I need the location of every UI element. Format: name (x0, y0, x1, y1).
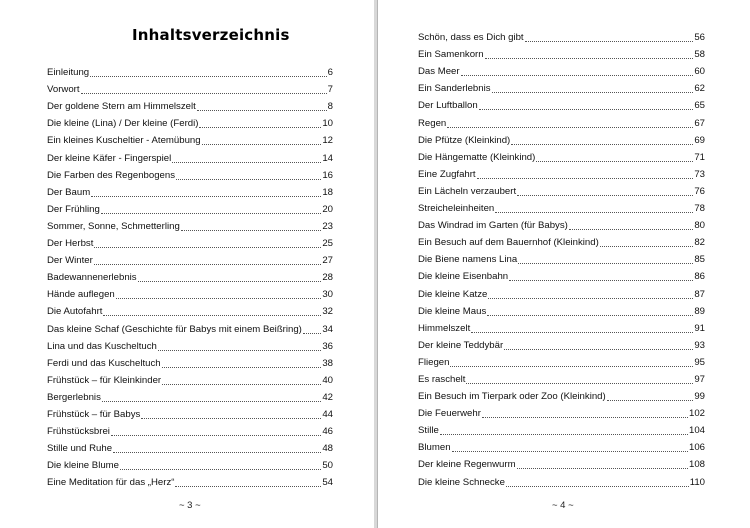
toc-entry (418, 44, 705, 61)
toc-dot-leader (488, 297, 693, 299)
toc-entry (418, 420, 705, 437)
toc-dot-leader (509, 279, 693, 281)
toc-entry-title: Ein Lächeln verzaubert (418, 185, 517, 197)
toc-entry-page: 86 (694, 271, 705, 283)
toc-entry-page: 16 (322, 169, 333, 181)
toc-entry (47, 370, 333, 387)
toc-entry-page: 69 (694, 134, 705, 146)
toc-entry (418, 130, 705, 147)
toc-dot-leader (504, 348, 693, 350)
toc-entry (47, 96, 333, 113)
toc-entry-title: Der Baum (47, 186, 91, 198)
toc-entry-page: 71 (694, 151, 705, 163)
toc-entry-page: 93 (694, 339, 705, 351)
toc-dot-leader (162, 383, 321, 385)
toc-dot-leader (471, 331, 693, 333)
toc-entry-title: Vorwort (47, 84, 80, 96)
toc-dot-leader (102, 400, 321, 402)
toc-dot-leader (518, 262, 693, 264)
toc-entry (418, 112, 705, 129)
toc-dot-leader (101, 212, 322, 214)
toc-entry-page: 87 (694, 288, 705, 300)
toc-dot-leader (517, 467, 688, 469)
toc-entry-title: Regen (418, 117, 447, 129)
toc-entry (47, 455, 333, 472)
right-page (377, 0, 750, 528)
toc-entry-page: 32 (322, 306, 333, 318)
toc-entry (47, 147, 333, 164)
toc-entry-title: Blumen (418, 442, 451, 454)
toc-entry (418, 181, 705, 198)
toc-dot-leader (181, 229, 322, 231)
toc-entry-page: 8 (327, 101, 333, 113)
toc-entry (47, 182, 333, 199)
toc-dot-leader (492, 91, 694, 93)
toc-entry-page: 91 (694, 322, 705, 334)
toc-entry (47, 233, 333, 250)
toc-entry-title: Der kleine Regenwurm (418, 459, 516, 471)
toc-dot-leader (175, 485, 321, 487)
toc-dot-leader (569, 228, 694, 230)
toc-dot-leader (450, 365, 693, 367)
toc-dot-leader (91, 195, 321, 197)
toc-entry-title: Die Hängematte (Kleinkind) (418, 151, 536, 163)
toc-dot-leader (479, 108, 694, 110)
toc-dot-leader (81, 92, 327, 94)
toc-dot-leader (477, 177, 694, 179)
toc-entry-page: 97 (694, 373, 705, 385)
toc-entry-title: Der kleine Teddybär (418, 339, 504, 351)
toc-entry (418, 198, 705, 215)
toc-entry (418, 232, 705, 249)
toc-dot-leader (511, 143, 693, 145)
toc-entry-title: Der kleine Käfer - Fingerspiel (47, 152, 172, 164)
toc-dot-leader (487, 314, 693, 316)
toc-entry-page: 44 (322, 408, 333, 420)
toc-dot-leader (197, 109, 327, 111)
toc-list-right (418, 27, 705, 489)
toc-entry-page: 95 (694, 356, 705, 368)
toc-entry-page: 48 (322, 443, 333, 455)
toc-entry-page: 18 (322, 186, 333, 198)
toc-entry-page: 42 (322, 391, 333, 403)
toc-entry-title: Eine Zugfahrt (418, 168, 476, 180)
toc-entry-title: Ferdi und das Kuscheltuch (47, 357, 161, 369)
toc-entry-page: 73 (694, 168, 705, 180)
toc-dot-leader (138, 280, 322, 282)
toc-entry (47, 130, 333, 147)
toc-entry-page: 78 (694, 203, 705, 215)
toc-entry-page: 110 (689, 476, 705, 488)
toc-entry-title: Frühstück – für Babys (47, 408, 141, 420)
toc-entry-title: Die kleine Eisenbahn (418, 271, 509, 283)
toc-entry (47, 165, 333, 182)
toc-entry (47, 421, 333, 438)
toc-entry-title: Frühstücksbrei (47, 426, 110, 438)
toc-entry (47, 301, 333, 318)
toc-dot-leader (440, 433, 688, 435)
toc-entry (47, 62, 333, 79)
toc-entry (418, 266, 705, 283)
toc-entry-page: 62 (694, 83, 705, 95)
toc-entry-title: Das kleine Schaf (Geschichte für Babys mit einem Beißring) (47, 323, 302, 335)
toc-entry (47, 267, 333, 284)
toc-entry-page: 60 (694, 66, 705, 78)
toc-entry (418, 335, 705, 352)
toc-entry (418, 27, 705, 44)
toc-entry (47, 113, 333, 130)
toc-entry (418, 318, 705, 335)
toc-dot-leader (176, 178, 321, 180)
toc-entry-title: Lina und das Kuscheltuch (47, 340, 157, 352)
toc-entry-title: Badewannenerlebnis (47, 272, 137, 284)
toc-entry (47, 404, 333, 421)
toc-dot-leader (485, 57, 694, 59)
toc-entry (418, 147, 705, 164)
toc-entry-page: 106 (688, 442, 705, 454)
toc-entry (47, 216, 333, 233)
toc-entry-title: Einleitung (47, 67, 90, 79)
toc-entry-page: 76 (694, 185, 705, 197)
toc-dot-leader (202, 143, 322, 145)
toc-entry-title: Es raschelt (418, 373, 466, 385)
toc-entry-page: 89 (694, 305, 705, 317)
toc-entry (47, 353, 333, 370)
toc-entry-page: 80 (694, 220, 705, 232)
toc-dot-leader (113, 451, 321, 453)
toc-dot-leader (94, 246, 321, 248)
toc-dot-leader (162, 366, 322, 368)
toc-entry (418, 301, 705, 318)
toc-entry-page: 36 (322, 340, 333, 352)
toc-entry-title: Frühstück – für Kleinkinder (47, 374, 162, 386)
toc-entry-title: Ein Besuch im Tierpark oder Zoo (Kleinkind) (418, 391, 606, 403)
toc-dot-leader (199, 126, 321, 128)
toc-entry (47, 438, 333, 455)
toc-entry-page: 27 (322, 255, 333, 267)
toc-dot-leader (447, 126, 693, 128)
toc-entry-title: Die Farben des Regenbogens (47, 169, 176, 181)
toc-entry-title: Die kleine Schnecke (418, 476, 505, 488)
toc-entry (418, 454, 705, 471)
toc-dot-leader (466, 382, 693, 384)
toc-dot-leader (303, 332, 321, 334)
toc-entry-page: 85 (694, 254, 705, 266)
toc-entry-page: 10 (322, 118, 333, 130)
toc-dot-leader (607, 399, 694, 401)
toc-entry-title: Ein Samenkorn (418, 49, 484, 61)
toc-entry-title: Die kleine Blume (47, 460, 119, 472)
toc-entry-title: Das Windrad im Garten (für Babys) (418, 220, 568, 232)
toc-entry (47, 284, 333, 301)
toc-entry-title: Stille und Ruhe (47, 443, 113, 455)
toc-entry-title: Der goldene Stern am Himmelszelt (47, 101, 196, 113)
toc-dot-leader (120, 468, 321, 470)
toc-entry-page: 14 (322, 152, 333, 164)
toc-dot-leader (506, 485, 689, 487)
toc-entry-page: 104 (688, 425, 705, 437)
toc-entry (418, 386, 705, 403)
toc-entry-title: Eine Meditation für das „Herz“ (47, 477, 175, 489)
toc-entry-page: 102 (688, 408, 705, 420)
toc-dot-leader (482, 416, 688, 418)
toc-entry-title: Ein kleines Kuscheltier - Atemübung (47, 135, 201, 147)
toc-entry-title: Schön, dass es Dich gibt (418, 32, 524, 44)
toc-entry (47, 199, 333, 216)
toc-entry (418, 403, 705, 420)
toc-entry (418, 61, 705, 78)
toc-entry-page: 34 (322, 323, 333, 335)
toc-dot-leader (495, 211, 693, 213)
toc-dot-leader (461, 74, 694, 76)
toc-entry-title: Stille (418, 425, 439, 437)
toc-entry (418, 283, 705, 300)
toc-entry (418, 164, 705, 181)
toc-entry-page: 7 (327, 84, 333, 96)
toc-entry-page: 99 (694, 391, 705, 403)
toc-entry-title: Die Autofahrt (47, 306, 103, 318)
toc-entry (418, 471, 705, 488)
toc-entry-title: Das Meer (418, 66, 460, 78)
toc-entry-page: 23 (322, 220, 333, 232)
toc-entry-page: 30 (322, 289, 333, 301)
toc-entry (418, 352, 705, 369)
toc-entry-page: 82 (694, 237, 705, 249)
page-number-left: ~ 3 ~ (179, 500, 201, 511)
toc-dot-leader (525, 40, 694, 42)
toc-entry-title: Ein Besuch auf dem Bauernhof (Kleinkind) (418, 237, 599, 249)
toc-entry-title: Die kleine (Lina) / Der kleine (Ferdi) (47, 118, 199, 130)
toc-list-left (47, 62, 333, 489)
toc-entry (47, 79, 333, 96)
toc-entry-title: Fliegen (418, 356, 450, 368)
toc-entry-title: Die Biene namens Lina (418, 254, 518, 266)
toc-entry (47, 318, 333, 335)
toc-entry-title: Die Pfütze (Kleinkind) (418, 134, 511, 146)
toc-entry (418, 369, 705, 386)
toc-heading: Inhaltsverzeichnis (132, 26, 290, 44)
toc-dot-leader (600, 245, 694, 247)
toc-entry (47, 336, 333, 353)
toc-entry-title: Der Luftballon (418, 100, 478, 112)
toc-entry-title: Ein Sanderlebnis (418, 83, 491, 95)
toc-entry-title: Der Herbst (47, 238, 94, 250)
toc-entry-title: Streicheleinheiten (418, 203, 495, 215)
toc-dot-leader (452, 450, 688, 452)
toc-entry-page: 25 (322, 238, 333, 250)
toc-entry-title: Der Frühling (47, 203, 100, 215)
toc-entry-page: 28 (322, 272, 333, 284)
toc-entry-title: Der Winter (47, 255, 93, 267)
toc-entry-title: Sommer, Sonne, Schmetterling (47, 220, 180, 232)
toc-entry-page: 20 (322, 203, 333, 215)
toc-entry (418, 78, 705, 95)
toc-entry-page: 12 (322, 135, 333, 147)
toc-entry-page: 67 (694, 117, 705, 129)
toc-dot-leader (158, 349, 321, 351)
toc-dot-leader (536, 160, 693, 162)
toc-entry-page: 50 (322, 460, 333, 472)
toc-entry (47, 250, 333, 267)
toc-entry-page: 40 (322, 374, 333, 386)
toc-entry-page: 54 (322, 477, 333, 489)
toc-entry-title: Hände auflegen (47, 289, 115, 301)
toc-entry (418, 437, 705, 454)
toc-entry (418, 215, 705, 232)
toc-entry-page: 65 (694, 100, 705, 112)
toc-dot-leader (111, 434, 321, 436)
toc-dot-leader (517, 194, 693, 196)
toc-entry (418, 249, 705, 266)
toc-entry-page: 46 (322, 426, 333, 438)
toc-entry-title: Die Feuerwehr (418, 408, 481, 420)
toc-entry-page: 6 (327, 67, 333, 79)
toc-dot-leader (172, 161, 321, 163)
toc-entry-page: 38 (322, 357, 333, 369)
toc-entry-page: 108 (688, 459, 705, 471)
toc-entry (47, 387, 333, 404)
toc-entry-title: Die kleine Maus (418, 305, 487, 317)
toc-dot-leader (94, 263, 321, 265)
page-number-right: ~ 4 ~ (552, 500, 574, 511)
toc-dot-leader (116, 297, 322, 299)
toc-dot-leader (90, 75, 327, 77)
toc-entry-page: 58 (694, 49, 705, 61)
toc-entry-title: Bergerlebnis (47, 391, 101, 403)
toc-entry (47, 472, 333, 489)
toc-entry-title: Die kleine Katze (418, 288, 488, 300)
toc-entry-page: 56 (694, 32, 705, 44)
toc-entry-title: Himmelszelt (418, 322, 471, 334)
toc-dot-leader (141, 417, 321, 419)
toc-dot-leader (103, 314, 321, 316)
toc-entry (418, 95, 705, 112)
